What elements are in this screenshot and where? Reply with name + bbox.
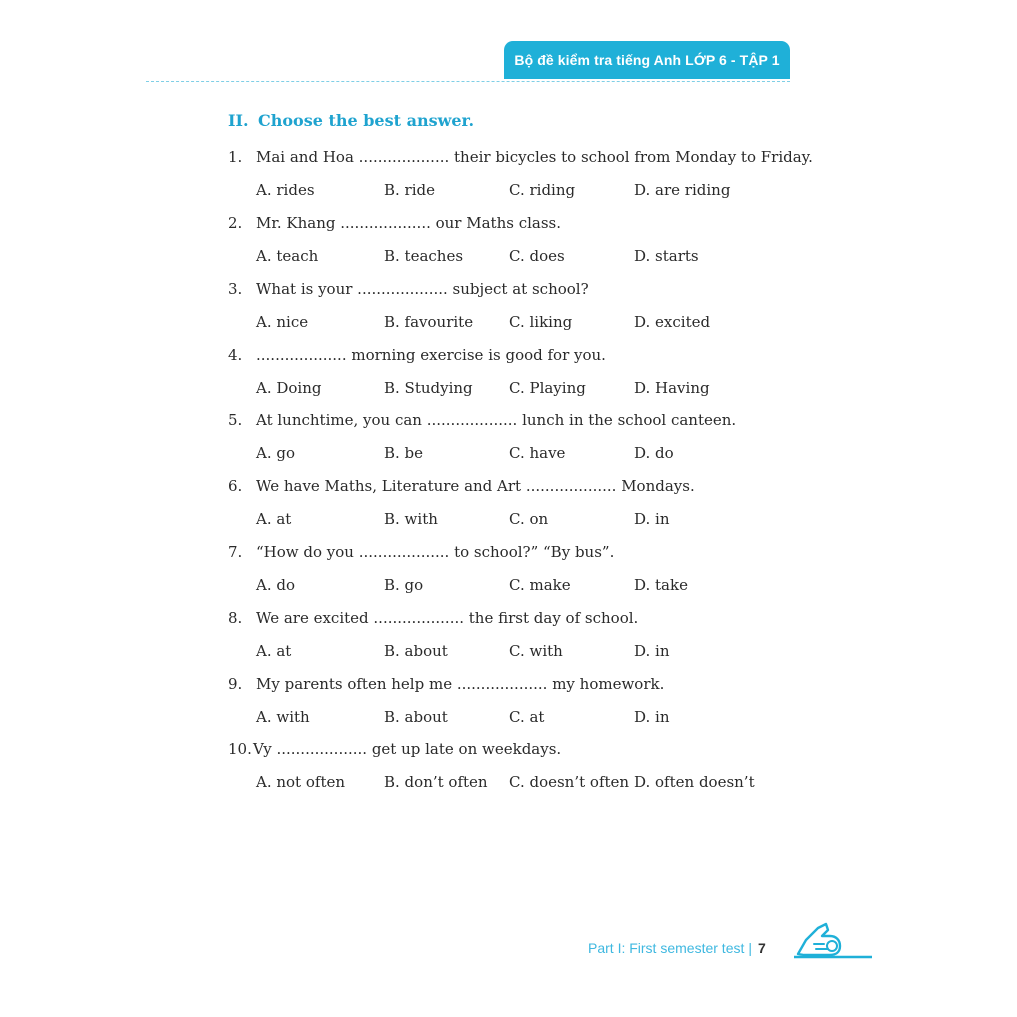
- option-b: B. don’t often: [384, 773, 488, 791]
- question-number: 10.: [228, 740, 252, 758]
- option-c: C. on: [509, 510, 549, 528]
- question-text: Vy ................... get up late on weekdays.: [253, 740, 562, 758]
- option-b: B. ride: [384, 181, 436, 199]
- question-number: 3.: [228, 280, 243, 298]
- question-text: “How do you ................... to school?” “By bus”.: [256, 543, 615, 561]
- option-b: B. with: [384, 510, 438, 528]
- question-text: We are excited ................... the first day of school.: [256, 609, 639, 627]
- question-text: At lunchtime, you can ................... lunch in the school canteen.: [256, 411, 737, 429]
- option-d: D. in: [634, 510, 670, 528]
- option-d: D. are riding: [634, 181, 731, 199]
- option-a: A. not often: [256, 773, 346, 791]
- option-c: C. riding: [509, 181, 576, 199]
- option-c: C. liking: [509, 313, 573, 331]
- question-number: 6.: [228, 477, 243, 495]
- option-c: C. doesn’t often: [509, 773, 630, 791]
- option-b: B. go: [384, 576, 424, 594]
- option-a: A. nice: [256, 313, 309, 331]
- option-a: A. with: [256, 708, 310, 726]
- header-title: Bộ đề kiểm tra tiếng Anh LỚP 6 - TẬP 1: [504, 41, 790, 79]
- option-c: C. have: [509, 444, 566, 462]
- footer-label: Part I: First semester test: [588, 940, 745, 956]
- question-text: ................... morning exercise is good for you.: [256, 346, 606, 364]
- question-number: 4.: [228, 346, 243, 364]
- option-b: B. teaches: [384, 247, 464, 265]
- question-3: [228, 280, 589, 298]
- question-number: 5.: [228, 411, 243, 429]
- option-c: C. does: [509, 247, 565, 265]
- option-a: A. at: [256, 510, 292, 528]
- writing-hand-icon: [792, 920, 874, 962]
- question-text: What is your ................... subject at school?: [256, 280, 589, 298]
- option-a: A. at: [256, 642, 292, 660]
- option-a: A. teach: [256, 247, 319, 265]
- question-number: 8.: [228, 609, 243, 627]
- footer-separator: |: [748, 940, 753, 956]
- header-divider: [146, 81, 790, 82]
- option-b: B. be: [384, 444, 424, 462]
- option-a: A. Doing: [256, 379, 322, 397]
- question-text: My parents often help me ................... my homework.: [256, 675, 665, 693]
- option-d: D. Having: [634, 379, 710, 397]
- option-b: B. favourite: [384, 313, 474, 331]
- question-number: 9.: [228, 675, 243, 693]
- question-9: [228, 675, 664, 693]
- option-d: D. in: [634, 708, 670, 726]
- option-b: B. about: [384, 708, 448, 726]
- page-number: 7: [758, 940, 766, 956]
- question-4: [228, 346, 606, 364]
- footer: [588, 940, 766, 956]
- question-text: Mr. Khang ................... our Maths class.: [256, 214, 562, 232]
- question-8: [228, 609, 638, 627]
- option-a: A. rides: [256, 181, 315, 199]
- option-d: D. starts: [634, 247, 699, 265]
- question-5: [228, 411, 736, 429]
- option-c: C. with: [509, 642, 563, 660]
- option-b: B. Studying: [384, 379, 473, 397]
- question-number: 1.: [228, 148, 243, 166]
- question-2: [228, 214, 561, 232]
- option-d: D. often doesn’t: [634, 773, 755, 791]
- option-a: A. do: [256, 576, 296, 594]
- question-number: 2.: [228, 214, 243, 232]
- question-7: [228, 543, 614, 561]
- question-text: Mai and Hoa ................... their bicycles to school from Monday to Friday.: [256, 148, 813, 166]
- option-d: D. in: [634, 642, 670, 660]
- option-b: B. about: [384, 642, 448, 660]
- section-heading: [228, 111, 474, 130]
- option-a: A. go: [256, 444, 296, 462]
- section-number: II.: [228, 111, 249, 130]
- question-6: [228, 477, 695, 495]
- option-c: C. make: [509, 576, 571, 594]
- section-title: Choose the best answer.: [258, 111, 475, 130]
- question-10: [228, 740, 561, 758]
- option-d: D. excited: [634, 313, 711, 331]
- question-1: [228, 148, 813, 166]
- option-c: C. at: [509, 708, 545, 726]
- option-d: D. take: [634, 576, 688, 594]
- question-text: We have Maths, Literature and Art ................... Mondays.: [256, 477, 695, 495]
- option-d: D. do: [634, 444, 674, 462]
- option-c: C. Playing: [509, 379, 586, 397]
- question-number: 7.: [228, 543, 243, 561]
